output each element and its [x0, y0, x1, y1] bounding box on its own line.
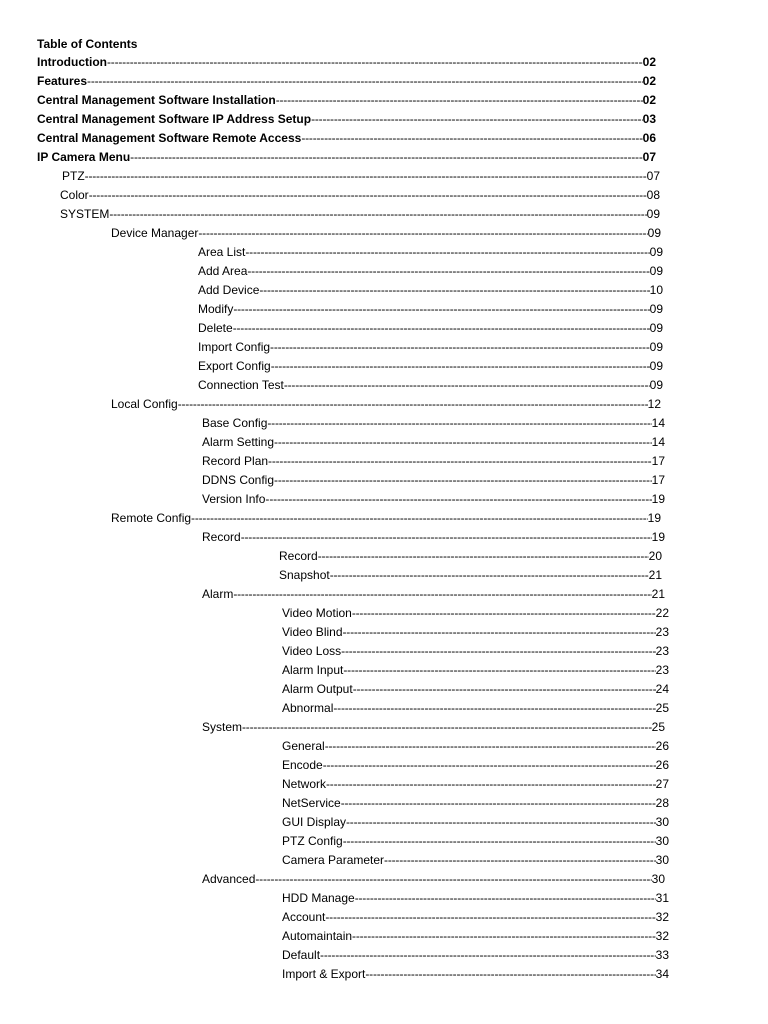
toc-page-number: 06 — [642, 131, 656, 145]
toc-entry — [0, 357, 768, 376]
toc-entry-label: Video Loss — [282, 644, 342, 658]
toc-dot-leader — [85, 167, 647, 186]
toc-entry — [0, 452, 768, 471]
toc-page-number: 17 — [651, 473, 665, 487]
toc-page-number: 25 — [655, 701, 669, 715]
toc-entry-label: Export Config — [198, 359, 271, 373]
toc-entry — [0, 851, 768, 870]
toc-dot-leader — [269, 490, 651, 509]
toc-dot-leader — [255, 870, 651, 889]
toc-entry — [0, 509, 768, 528]
toc-page-number: 02 — [642, 74, 656, 88]
toc-dot-leader — [107, 53, 643, 72]
toc-entry-label: Video Blind — [282, 625, 343, 639]
toc-entry-label: PTZ Config — [282, 834, 343, 848]
toc-page-number: 30 — [655, 834, 669, 848]
toc-entry-label: Area List — [198, 245, 246, 259]
toc-entry-label: PTZ — [62, 169, 85, 183]
toc-dot-leader — [353, 680, 656, 699]
toc-dot-leader — [341, 794, 656, 813]
toc-page-number: 09 — [646, 207, 660, 221]
toc-entry-label: Record — [279, 549, 318, 563]
toc-dot-leader — [274, 471, 652, 490]
toc-entry-label: Import & Export — [282, 967, 366, 981]
toc-page-number: 32 — [655, 910, 669, 924]
toc-entry — [0, 680, 768, 699]
toc-entry — [0, 623, 768, 642]
toc-dot-leader — [352, 604, 656, 623]
toc-entry-label: Video Motion — [282, 606, 352, 620]
toc-entry-label: General — [282, 739, 325, 753]
toc-page-number: 21 — [648, 568, 662, 582]
toc-entry-label: Add Device — [198, 283, 260, 297]
toc-entry-label: Account — [282, 910, 326, 924]
toc-dot-leader — [198, 224, 647, 243]
toc-dot-leader — [270, 338, 650, 357]
toc-entry — [0, 965, 768, 984]
toc-page-number: 09 — [649, 359, 663, 373]
toc-page-number: 09 — [649, 340, 663, 354]
toc-page-number: 34 — [655, 967, 669, 981]
toc-entry-label: Modify — [198, 302, 234, 316]
toc-entry — [0, 832, 768, 851]
toc-dot-leader — [241, 528, 652, 547]
toc-dot-leader — [346, 813, 656, 832]
toc-dot-leader — [247, 262, 649, 281]
toc-dot-leader — [325, 737, 656, 756]
toc-dot-leader — [276, 91, 643, 110]
toc-dot-leader — [301, 129, 642, 148]
toc-page-number: 32 — [655, 929, 669, 943]
toc-entry-label: IP Camera Menu — [37, 150, 131, 164]
toc-page-number: 02 — [642, 55, 656, 69]
toc-page-number: 10 — [649, 283, 663, 297]
toc-entry — [0, 547, 768, 566]
toc-title: Table of Contents — [37, 37, 138, 51]
toc-entry — [0, 566, 768, 585]
toc-page-number: 33 — [655, 948, 669, 962]
toc-entry — [0, 471, 768, 490]
toc-entry-label: HDD Manage — [282, 891, 355, 905]
toc-entry — [0, 300, 768, 319]
toc-entry — [0, 53, 768, 72]
toc-page-number: 23 — [655, 663, 669, 677]
toc-entry — [0, 775, 768, 794]
toc-entry — [0, 813, 768, 832]
toc-entry-label: Base Config — [202, 416, 268, 430]
toc-entry — [0, 889, 768, 908]
toc-entry — [0, 91, 768, 110]
toc-entry — [0, 737, 768, 756]
toc-dot-leader — [365, 965, 655, 984]
toc-dot-leader — [233, 319, 650, 338]
toc-page-number: 27 — [655, 777, 669, 791]
toc-entry — [0, 585, 768, 604]
toc-page-number: 31 — [655, 891, 669, 905]
toc-page-number: 12 — [647, 397, 661, 411]
toc-page-number: 23 — [655, 625, 669, 639]
toc-entry — [0, 167, 768, 186]
toc-dot-leader — [259, 281, 649, 300]
toc-entry — [0, 110, 768, 129]
toc-page-number: 26 — [655, 758, 669, 772]
toc-entry-label: Remote Config — [111, 511, 192, 525]
toc-entry — [0, 699, 768, 718]
toc-entry — [0, 281, 768, 300]
toc-page-number: 28 — [655, 796, 669, 810]
toc-page-number: 30 — [651, 872, 665, 886]
toc-entry-label: SYSTEM — [60, 207, 110, 221]
toc-entry-label: Alarm Setting — [202, 435, 275, 449]
toc-entry-label: Alarm Output — [282, 682, 353, 696]
toc-dot-leader — [330, 566, 649, 585]
toc-dot-leader — [233, 585, 651, 604]
toc-dot-leader — [284, 376, 650, 395]
toc-entry-label: Snapshot — [279, 568, 330, 582]
toc-entry — [0, 205, 768, 224]
toc-entry — [0, 718, 768, 737]
toc-entry — [0, 395, 768, 414]
toc-entry-label: Version Info- — [202, 492, 270, 506]
toc-entry-label: DDNS Config — [202, 473, 275, 487]
toc-dot-leader — [245, 243, 649, 262]
toc-page-number: 09 — [649, 321, 663, 335]
toc-page-number: 21 — [651, 587, 665, 601]
toc-entry-label: Camera Parameter — [282, 853, 385, 867]
toc-page-number: 24 — [655, 682, 669, 696]
toc-entry-label: Features — [37, 74, 88, 88]
toc-dot-leader — [130, 148, 642, 167]
toc-dot-leader — [343, 661, 655, 680]
toc-page-number: 07 — [642, 150, 656, 164]
toc-entry-label: Delete — [198, 321, 233, 335]
toc-page-number: 03 — [642, 112, 656, 126]
toc-dot-leader — [320, 946, 656, 965]
toc-dot-leader — [109, 205, 646, 224]
toc-page-number: 22 — [655, 606, 669, 620]
toc-entry-label: Add Area — [198, 264, 248, 278]
toc-entry — [0, 490, 768, 509]
toc-entry — [0, 794, 768, 813]
toc-dot-leader — [355, 889, 656, 908]
toc-entry — [0, 433, 768, 452]
toc-entry — [0, 376, 768, 395]
toc-entry — [0, 414, 768, 433]
toc-entry-label: Local Config — [111, 397, 178, 411]
toc-list — [0, 53, 768, 984]
toc-dot-leader — [311, 110, 643, 129]
toc-entry-label: Record Plan — [202, 454, 269, 468]
toc-entry-label: Connection Test — [198, 378, 284, 392]
toc-dot-leader — [178, 395, 648, 414]
toc-page-number: 08 — [646, 188, 660, 202]
toc-entry-label: Advanced — [202, 872, 256, 886]
toc-entry-label: Central Management Software IP Address Setup — [37, 112, 312, 126]
toc-dot-leader — [267, 414, 651, 433]
toc-entry-label: Record — [202, 530, 241, 544]
toc-page-number: 23 — [655, 644, 669, 658]
toc-entry-label: Central Management Software Remote Access — [37, 131, 302, 145]
toc-entry-label: Color — [60, 188, 89, 202]
toc-page-number: 09 — [649, 378, 663, 392]
toc-entry-label: NetService — [282, 796, 341, 810]
toc-entry-label: GUI Display — [282, 815, 347, 829]
toc-entry-label: Alarm Input — [282, 663, 344, 677]
toc-page-number: 30 — [655, 853, 669, 867]
toc-page-number: 25 — [651, 720, 665, 734]
toc-dot-leader — [333, 699, 655, 718]
toc-entry — [0, 148, 768, 167]
toc-entry — [0, 604, 768, 623]
toc-page-number: 19 — [651, 530, 665, 544]
toc-entry-label: Central Management Software Installation — [37, 93, 276, 107]
toc-entry — [0, 528, 768, 547]
toc-page-number: 09 — [647, 226, 661, 240]
toc-entry — [0, 72, 768, 91]
toc-dot-leader — [191, 509, 648, 528]
toc-entry — [0, 243, 768, 262]
toc-dot-leader — [268, 452, 652, 471]
toc-dot-leader — [326, 775, 656, 794]
toc-page-number: 20 — [648, 549, 662, 563]
toc-entry-label: Abnormal — [282, 701, 334, 715]
toc-dot-leader — [89, 186, 647, 205]
toc-entry — [0, 319, 768, 338]
toc-page-number: 14 — [651, 416, 665, 430]
toc-entry-label: System — [202, 720, 243, 734]
toc-entry-label: Import Config — [198, 340, 271, 354]
toc-entry — [0, 262, 768, 281]
toc-entry — [0, 908, 768, 927]
toc-entry — [0, 946, 768, 965]
toc-entry — [0, 642, 768, 661]
toc-entry — [0, 338, 768, 357]
toc-entry — [0, 186, 768, 205]
toc-dot-leader — [325, 908, 655, 927]
toc-dot-leader — [341, 642, 655, 661]
toc-entry — [0, 870, 768, 889]
toc-page-number: 19 — [651, 492, 665, 506]
toc-entry — [0, 661, 768, 680]
toc-page-number: 14 — [651, 435, 665, 449]
toc-page-number: 09 — [649, 245, 663, 259]
toc-dot-leader — [274, 433, 652, 452]
toc-entry — [0, 756, 768, 775]
toc-entry-label: Network — [282, 777, 327, 791]
toc-dot-leader — [318, 547, 649, 566]
toc-dot-leader — [343, 623, 656, 642]
toc-page-number: 02 — [642, 93, 656, 107]
toc-dot-leader — [242, 718, 652, 737]
toc-dot-leader — [343, 832, 656, 851]
toc-entry-label: Alarm — [202, 587, 234, 601]
toc-dot-leader — [233, 300, 649, 319]
toc-dot-leader — [87, 72, 643, 91]
toc-dot-leader — [352, 927, 656, 946]
toc-page-number: 19 — [647, 511, 661, 525]
toc-entry — [0, 927, 768, 946]
toc-entry — [0, 224, 768, 243]
toc-dot-leader — [271, 357, 650, 376]
toc-page-number: 30 — [655, 815, 669, 829]
toc-entry-label: Introduction — [37, 55, 107, 69]
toc-page-number: 07 — [646, 169, 660, 183]
toc-entry — [0, 129, 768, 148]
toc-page-number: 17 — [651, 454, 665, 468]
toc-dot-leader — [323, 756, 656, 775]
toc-page-number: 09 — [649, 264, 663, 278]
toc-entry-label: Encode — [282, 758, 323, 772]
toc-page-number: 09 — [649, 302, 663, 316]
toc-entry-label: Default — [282, 948, 321, 962]
toc-page-number: 26 — [655, 739, 669, 753]
toc-entry-label: Device Manager — [111, 226, 199, 240]
toc-entry-label: Automaintain — [282, 929, 353, 943]
toc-dot-leader — [384, 851, 656, 870]
